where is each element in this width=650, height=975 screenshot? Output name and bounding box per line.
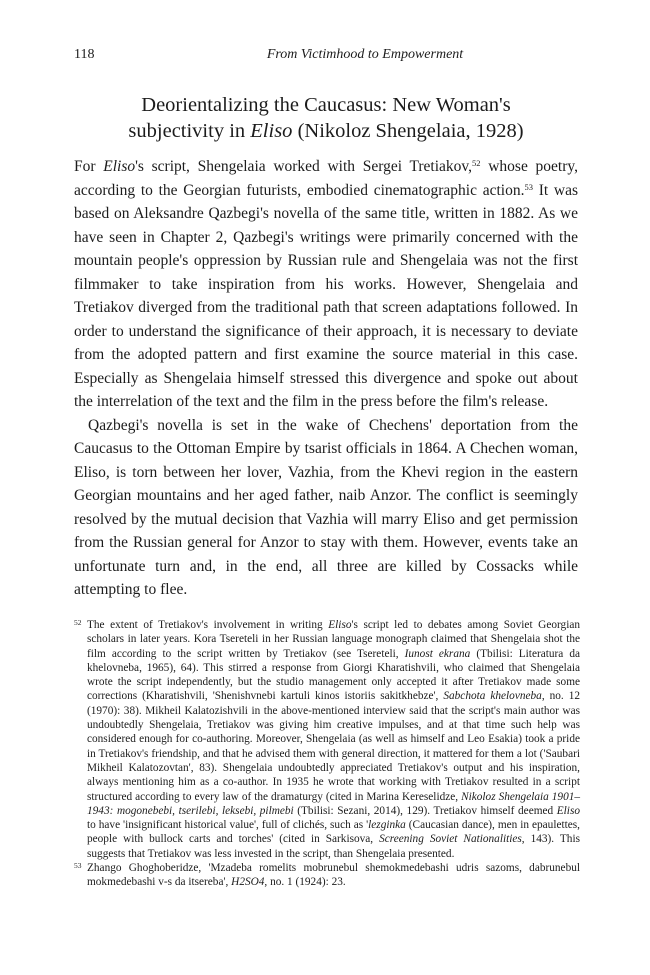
paragraph-1-text: For <box>74 158 104 175</box>
paragraph-1-text: It was based on Aleksandre Qazbegi's novella of the same title, written in 1882. As we have seen in Chapter 2, Qazbegi's writings were primarily concerned with the mountain people's oppression by Russian rule and Shengelaia was not the first filmmaker to take inspiration from his works. However, Shengelaia and Tretiakov diverged from the traditional path that screen adaptations followed. In order to understand the significance of their approach, it is necessary to deviate from the adopted pattern and first examine the source material in this case. Especially as Shengelaia himself stressed this divergence and spoke out about the interrelation of the text and the film in the press before the film's release. <box>74 181 579 410</box>
footnote-52-text: , no. 12 (1970): 38). Mikheil Kalatozishvili in the above-mentioned interview said that the script's main author was undoubtedly Shengelaia, Tretiakov was giving him creative impulses, and at that time such help was considered enough for co-authoring. Moreover, Shengelaia (as well as himself and Leo Esakia) took a pride in Tretiakov's friendship, and that he advised them with general direction, it mattered for them a lot ('Saubari Mikheil Kalatozovtan', 83). Shengelaia undoubtedly appreciated Tretiakov's output and his inspiration, always mentioning him as a co-author. In 1935 he wrote that working with Tretiakov resulted in a script structured according to every law of the dramaturgy (cited in Marina Kereselidze, <box>87 690 580 803</box>
footnote-52-italic: Eliso <box>556 804 580 817</box>
paragraph-1-film: Eliso <box>103 158 136 175</box>
page-number: 118 <box>74 47 95 62</box>
paragraph-1-text: whose poetry, according to the Georgian futurists, embodied cinematographic action. <box>74 158 578 199</box>
footnote-mark-53: 53 <box>74 861 82 871</box>
footnote-52-text: , 143). This suggests that Tretiakov was less invested in the script, than Shengelaia presented. <box>87 833 580 860</box>
section-title-film: Eliso <box>250 120 293 142</box>
footnote-52-italic: Eliso <box>328 619 352 631</box>
footnote-52-text: The extent of Tretiakov's involvement in writing <box>87 619 329 631</box>
footnote-53-italic: H2SO4 <box>231 876 265 889</box>
footnote-52-italic: lezginka <box>368 819 406 832</box>
section-title <box>74 92 578 144</box>
footnotes <box>74 618 580 890</box>
footnote-ref-52[interactable]: 52 <box>472 158 481 168</box>
footnote-53-text: Zhango Ghoghoberidze, 'Mzadeba romelits mobrunebul shemokmedebashi udris sazoms, dabrunebul mokmedebashi v-s da itsereba', <box>87 862 580 889</box>
footnote-52-text: (Tbilisi: Literatura da khelovneba, 1965), 64). This stirred a response from Giorgi Kharatishvili, who claimed that Shengelaia wrote the script independently, but the studio management only accepted it after Tretiakov made some corrections (Kharatishvili, 'Shenishvnebi kartuli kinos istoriis sakitkhebze', <box>87 647 581 703</box>
footnote-ref-53[interactable]: 53 <box>524 181 533 192</box>
footnote-53-text: , no. 1 (1924): 23. <box>264 876 346 889</box>
body-text <box>74 155 578 602</box>
footnote-mark-52: 52 <box>74 618 82 627</box>
paragraph-2: Qazbegi's novella is set in the wake of Chechens' deportation from the Caucasus to the Ottoman Empire by tsarist officials in 1864. A Chechen woman, Eliso, is torn between her lover, Vazhia, from the Khevi region in the eastern Georgian mountains and her aged father, naib Anzor. The conflict is seemingly resolved by the mutual decision that Vazhia will marry Eliso and get permission from the Russian general for Anzor to stay with them. However, events take an unfortunate turn and, in the end, all three are killed by Cossacks while attempting to flee. <box>74 416 578 598</box>
footnote-52-text: 's script led to debates among Soviet Georgian scholars in later years. Kora Tsereteli in her Russian language monograph claimed that Shengelaia shot the film according to the script written by Tretiakov (see Tsereteli, <box>87 619 580 660</box>
footnote-52-italic: Nikoloz Shengelaia 1901–1943: mogonebebi, tserilebi, leksebi, pilmebi <box>87 790 581 817</box>
footnote-52-italic: Iunost ekrana <box>404 647 471 660</box>
footnote-52-text: to have 'insignificant historical value', full of clichés, such as ' <box>87 819 369 832</box>
footnote-52-text: (Tbilisi: Sezani, 2014), 129). Tretiakov himself deemed <box>293 804 557 817</box>
section-title-line1: Deorientalizing the Caucasus: New Woman's <box>141 94 511 116</box>
paragraph-1 <box>74 155 578 414</box>
footnote-52-italic: Sabchota khelovneba <box>443 690 542 703</box>
running-head: From Victimhood to Empowerment <box>266 47 464 62</box>
paragraph-1-text: 's script, Shengelaia worked with Sergei Tretiakov, <box>135 158 473 175</box>
footnote-52 <box>74 618 580 861</box>
footnote-52-text: (Caucasian dance), men in epaulettes, people with bullock carts and torches' (cited in Sarkisova, <box>87 819 580 846</box>
section-title-line2-pre: subjectivity in <box>128 120 251 142</box>
footnote-53 <box>74 861 580 890</box>
section-title-line2-post: (Nikoloz Shengelaia, 1928) <box>292 120 524 142</box>
footnote-52-italic: Screening Soviet Nationalities <box>379 833 522 846</box>
